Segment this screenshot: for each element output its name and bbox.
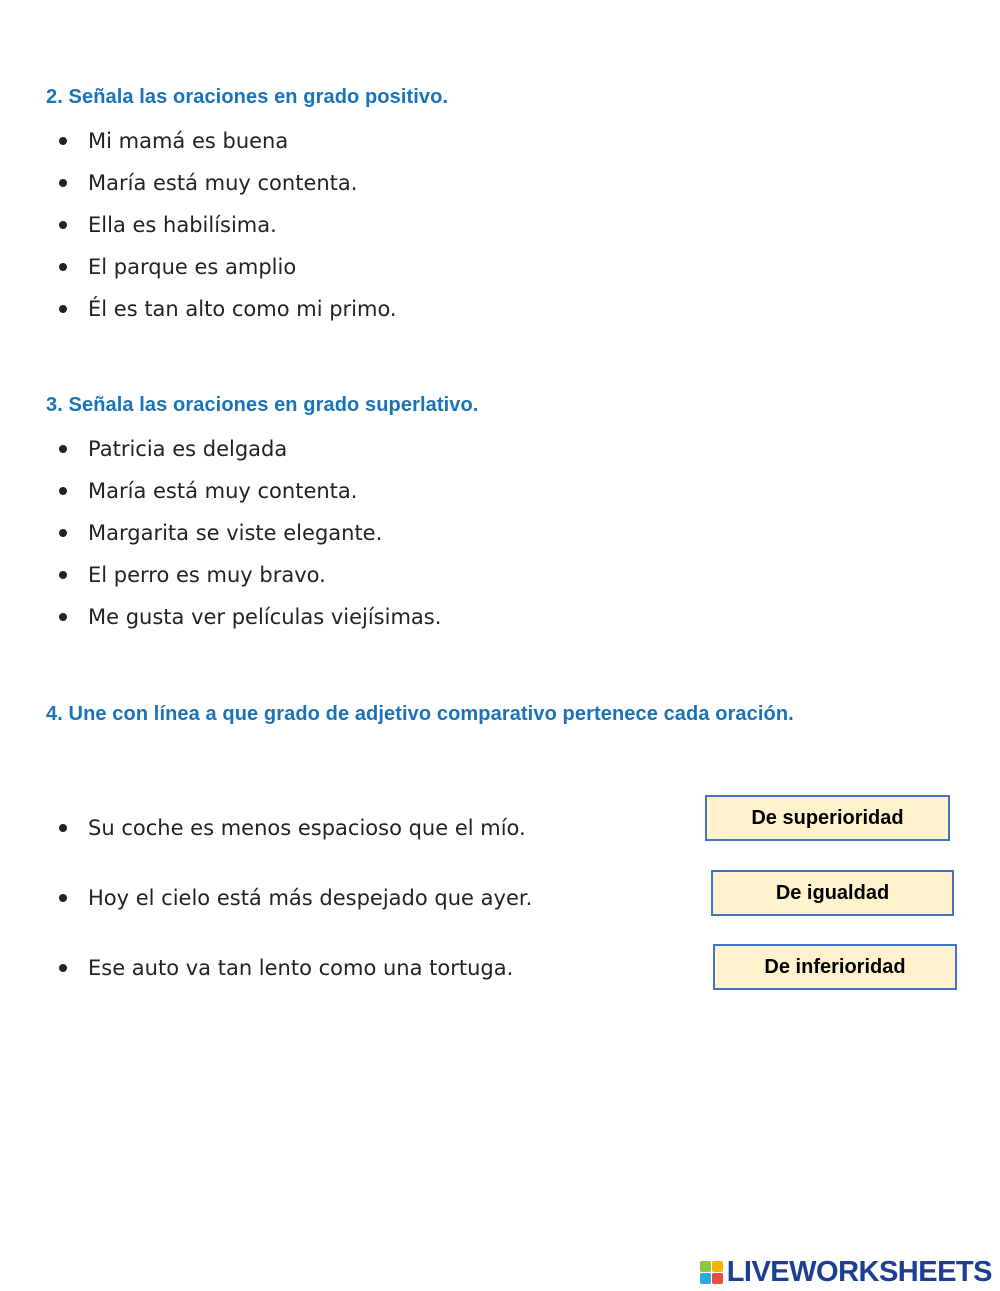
bullet-icon xyxy=(59,529,67,537)
match-sentence-3[interactable]: Ese auto va tan lento como una tortuga. xyxy=(56,953,513,983)
bullet-icon xyxy=(59,571,67,579)
bullet-icon xyxy=(59,894,67,902)
bullet-icon xyxy=(59,964,67,972)
list-item[interactable]: María está muy contenta. xyxy=(56,162,397,204)
match-sentence-1[interactable]: Su coche es menos espacioso que el mío. xyxy=(56,813,526,843)
list-item[interactable]: Patricia es delgada xyxy=(56,428,441,470)
section-3-list xyxy=(56,428,441,638)
bullet-icon xyxy=(59,445,67,453)
section-4-heading: 4. Une con línea a que grado de adjetivo comparativo pertenece cada oración. xyxy=(46,703,794,725)
list-item[interactable]: El perro es muy bravo. xyxy=(56,554,441,596)
option-igualdad[interactable]: De igualdad xyxy=(711,870,954,916)
liveworksheets-logo-icon xyxy=(700,1261,723,1284)
match-sentence-2[interactable]: Hoy el cielo está más despejado que ayer. xyxy=(56,883,532,913)
list-item[interactable]: Ella es habilísima. xyxy=(56,204,397,246)
list-item[interactable]: María está muy contenta. xyxy=(56,470,441,512)
list-item[interactable]: Margarita se viste elegante. xyxy=(56,512,441,554)
bullet-icon xyxy=(59,613,67,621)
section-2-list xyxy=(56,120,397,330)
bullet-icon xyxy=(59,305,67,313)
liveworksheets-logo xyxy=(700,1256,992,1289)
logo-text: LIVEWORKSHEETS xyxy=(726,1256,992,1288)
option-inferioridad[interactable]: De inferioridad xyxy=(713,944,957,990)
section-3-heading: 3. Señala las oraciones en grado superlativo. xyxy=(46,394,479,416)
list-item[interactable]: Me gusta ver películas viejísimas. xyxy=(56,596,441,638)
bullet-icon xyxy=(59,263,67,271)
bullet-icon xyxy=(59,824,67,832)
section-2-heading: 2. Señala las oraciones en grado positivo. xyxy=(46,86,449,108)
list-item[interactable]: Él es tan alto como mi primo. xyxy=(56,288,397,330)
bullet-icon xyxy=(59,221,67,229)
option-superioridad[interactable]: De superioridad xyxy=(705,795,950,841)
bullet-icon xyxy=(59,137,67,145)
bullet-icon xyxy=(59,487,67,495)
list-item[interactable]: El parque es amplio xyxy=(56,246,397,288)
bullet-icon xyxy=(59,179,67,187)
list-item[interactable]: Mi mamá es buena xyxy=(56,120,397,162)
